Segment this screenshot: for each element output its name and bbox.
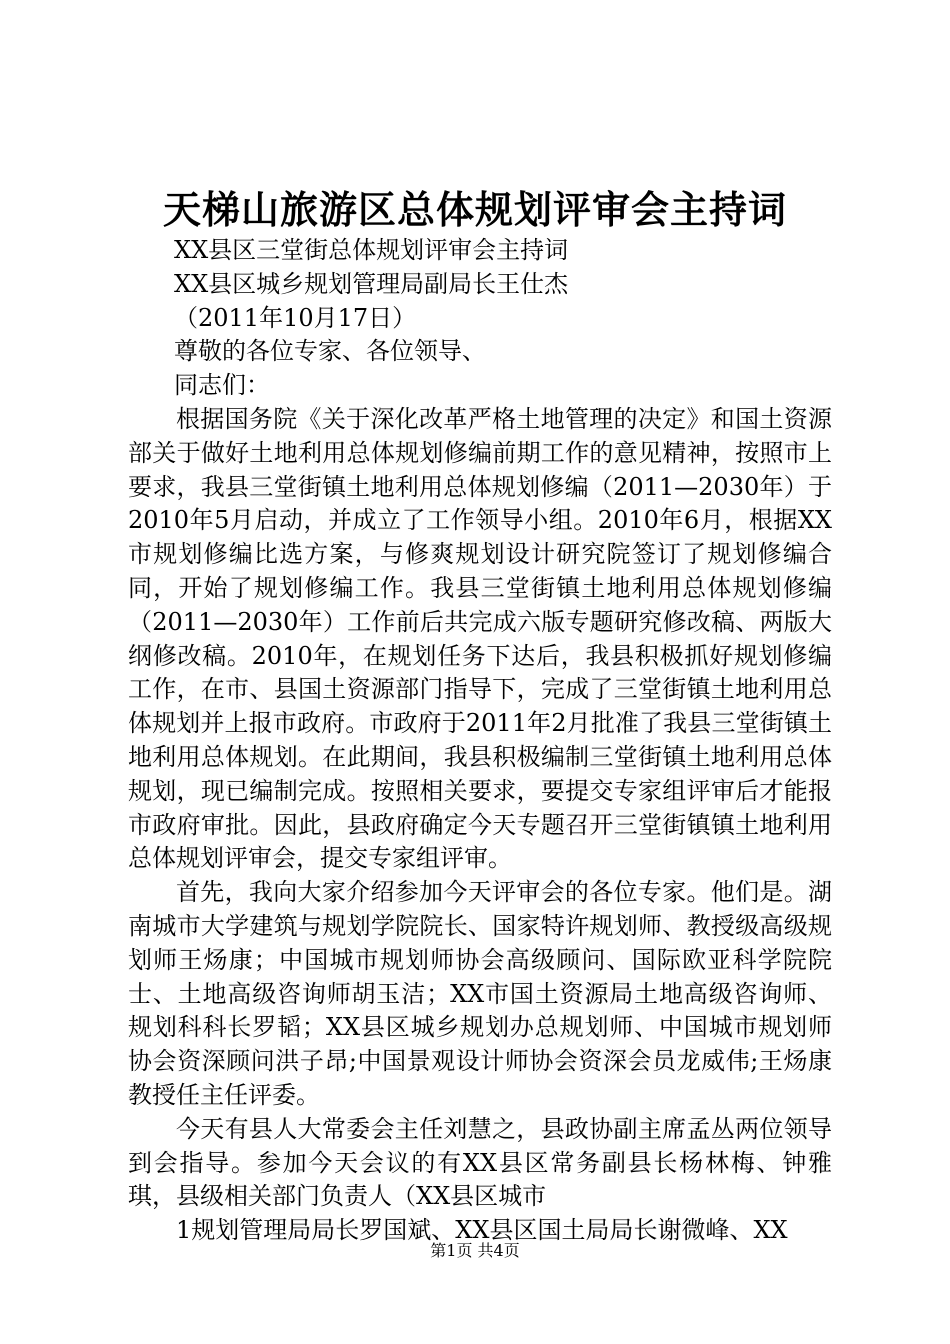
page-footer: 第1页 共4页 <box>430 1241 520 1260</box>
document-body <box>128 234 832 1248</box>
paragraph: 根据国务院《关于深化改革严格土地管理的决定》和国土资源部关于做好土地利用总体规划修编前期工作的意见精神，按照市上要求，我县三堂街镇土地利用总体规划修编（2011—2030年）于2010年5月启动，并成立了工作领导小组。2010年6月，根据XX市规划修编比选方案，与修爽规划设计研究院签订了规划修编合同，开始了规划修编工作。我县三堂街镇土地利用总体规划修编（2011—2030年）工作前后共完成六版专题研究修改稿、两版大纲修改稿。2010年，在规划任务下达后，我县积极抓好规划修编工作，在市、县国土资源部门指导下，完成了三堂街镇土地利用总体规划并上报市政府。市政府于2011年2月批准了我县三堂街镇土地利用总体规划。在此期间，我县积极编制三堂街镇土地利用总体规划，现已编制完成。按照相关要求，要提交专家组评审后才能报市政府审批。因此，县政府确定今天专题召开三堂街镇镇土地利用总体规划评审会，提交专家组评审。 <box>128 404 832 873</box>
salutation-line: 尊敬的各位专家、各位领导、 <box>174 337 486 366</box>
presenter-line: XX县区城乡规划管理局副局长王仕杰 <box>174 269 569 298</box>
paragraph: 首先，我向大家介绍参加今天评审会的各位专家。他们是。湖南城市大学建筑与规划学院院长、国家特许规划师、教授级高级规划师王炀康；中国城市规划师协会高级顾问、国际欧亚科学院院士、土地高级咨询师胡玉洁；XX市国土资源局土地高级咨询师、规划科科长罗韬；XX县区城乡规划办总规划师、中国城市规划师协会资深顾问洪子昂;中国景观设计师协会资深会员龙威伟;王炀康教授任主任评委。 <box>128 878 832 1109</box>
salutation-line-2: 同志们： <box>174 371 270 400</box>
subtitle-line: XX县区三堂街总体规划评审会主持词 <box>174 236 569 264</box>
date-line: （2011年10月17日） <box>174 303 417 332</box>
paragraph: 1规划管理局局长罗国斌、XX县区国土局局长谢微峰、XX <box>176 1216 788 1245</box>
document-title: 天梯山旅游区总体规划评审会主持词 <box>162 187 787 232</box>
paragraph: 今天有县人大常委会主任刘慧之，县政协副主席孟丛两位领导到会指导。参加今天会议的有XX县区常务副县长杨林梅、钟雅琪，县级相关部门负责人（XX县区城市 <box>128 1114 832 1211</box>
